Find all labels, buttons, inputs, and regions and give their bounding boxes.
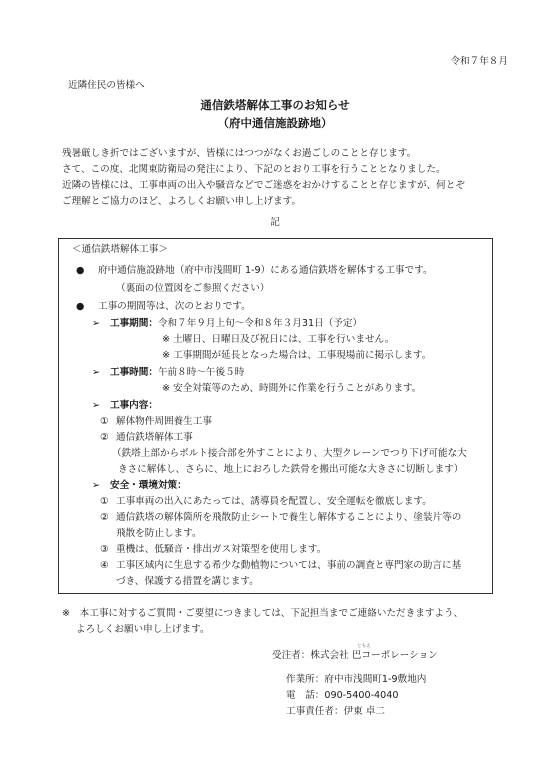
content-num-2: ② xyxy=(100,432,109,443)
safety-item-2-line-2: 飛散を防止します。 xyxy=(116,528,202,539)
contractor-phone: 電 話：090-5400-4040 xyxy=(286,690,399,701)
bullet-icon: ● xyxy=(76,301,85,312)
footer-note-1: ※ 本工事に対するご質問・ご要望につきましては、下記担当までご連絡いただきますよう、 xyxy=(62,608,464,619)
hours-row xyxy=(110,367,244,380)
content-detail-1: （鉄塔上部からボルト接合部を外すことにより、大型クレーンでつり下げ可能な大 xyxy=(112,448,467,459)
content-num-1: ① xyxy=(100,416,109,427)
notice-title: 通信鉄塔解体工事のお知らせ xyxy=(200,98,350,112)
greeting-line-1: 残暑厳しき折ではございますが、皆様にはつつがなくお過ごしのことと存じます。 xyxy=(62,148,417,159)
contractor-manager: 工事責任者：伊東 卓二 xyxy=(286,706,385,717)
safety-item-3: 重機は、低騒音・排出ガス対策型を使用します。 xyxy=(116,544,327,555)
period-row xyxy=(110,318,362,331)
period-note-2: ※ 工事期間が延長となった場合は、工事現場前に掲示します。 xyxy=(162,350,432,361)
safety-item-4-line-2: づき、保護する措置を講じます。 xyxy=(116,576,259,587)
bullet-period-intro: 工事の期間等は、次のとおりです。 xyxy=(98,301,251,312)
safety-item-4-line-1: 工事区域内に生息する希少な動植物については、事前の調査と専門家の助言に基 xyxy=(116,560,462,571)
safety-num-1: ① xyxy=(100,496,109,507)
contractor-office: 作業所：府中市浅間町1-9敷地内 xyxy=(286,674,427,685)
ki-marker: 記 xyxy=(270,217,280,228)
safety-label: 安全・環境対策： xyxy=(110,480,187,491)
arrow-icon: ➢ xyxy=(92,318,101,329)
period-value: 令和７年９月上旬～令和８年３月31日（予定） xyxy=(157,318,363,329)
hours-note: ※ 安全対策等のため、時間外に作業を行うことがあります。 xyxy=(162,383,422,394)
period-note-1: ※ 土曜日、日曜日及び祝日には、工事を行いません。 xyxy=(162,334,395,345)
safety-num-3: ③ xyxy=(100,544,109,555)
content-item-2: 通信鉄塔解体工事 xyxy=(116,432,193,443)
hours-label: 工事時間： xyxy=(110,367,158,378)
bullet-location-sub: （裏面の位置図をご参照ください） xyxy=(116,283,270,294)
addressee: 近隣住民の皆様へ xyxy=(68,80,145,91)
bullet-icon: ● xyxy=(76,265,85,276)
greeting-line-2: さて、この度、北関東防衛局の発注により、下記のとおり工事を行うこととなりました。 xyxy=(62,164,446,175)
period-label: 工事期間： xyxy=(110,318,158,329)
footer-note-2: よろしくお願い申し上げます。 xyxy=(76,624,210,635)
greeting-line-4: ご理解とご協力のほど、よろしくお願い申し上げます。 xyxy=(62,196,302,207)
greeting-line-3: 近隣の皆様には、工事車両の出入や騒音などでご迷惑をおかけすることと存じますが、何とぞ xyxy=(62,180,465,191)
content-detail-2: きさに解体し、さらに、地上におろした鉄骨を搬出可能な大きさに切断します） xyxy=(118,464,464,475)
arrow-icon: ➢ xyxy=(92,367,101,378)
box-heading: ＜通信鉄塔解体工事＞ xyxy=(72,244,168,255)
safety-item-2-line-1: 通信鉄塔の解体箇所を飛散防止シートで養生し解体することにより、塗装片等の xyxy=(116,512,462,523)
notice-date: 令和７年８月 xyxy=(450,56,508,67)
contractor-label: 受注者：株式会社 巴コーポレーション xyxy=(272,650,438,661)
content-item-1: 解体物件周囲養生工事 xyxy=(116,416,212,427)
hours-value: 午前８時～午後５時 xyxy=(157,367,245,378)
arrow-icon: ➢ xyxy=(92,400,101,411)
arrow-icon: ➢ xyxy=(92,480,101,491)
bullet-location: 府中通信施設跡地（府中市浅間町 1-9）にある通信鉄塔を解体する工事です。 xyxy=(98,265,433,276)
safety-num-2: ② xyxy=(100,512,109,523)
safety-item-1: 工事車両の出入にあたっては、誘導員を配置し、安全運転を徹底します。 xyxy=(116,496,432,507)
content-label: 工事内容： xyxy=(110,400,158,411)
company-ruby: ともえ xyxy=(357,644,371,649)
notice-subtitle: （府中通信施設跡地） xyxy=(217,116,333,130)
safety-num-4: ④ xyxy=(100,560,109,571)
